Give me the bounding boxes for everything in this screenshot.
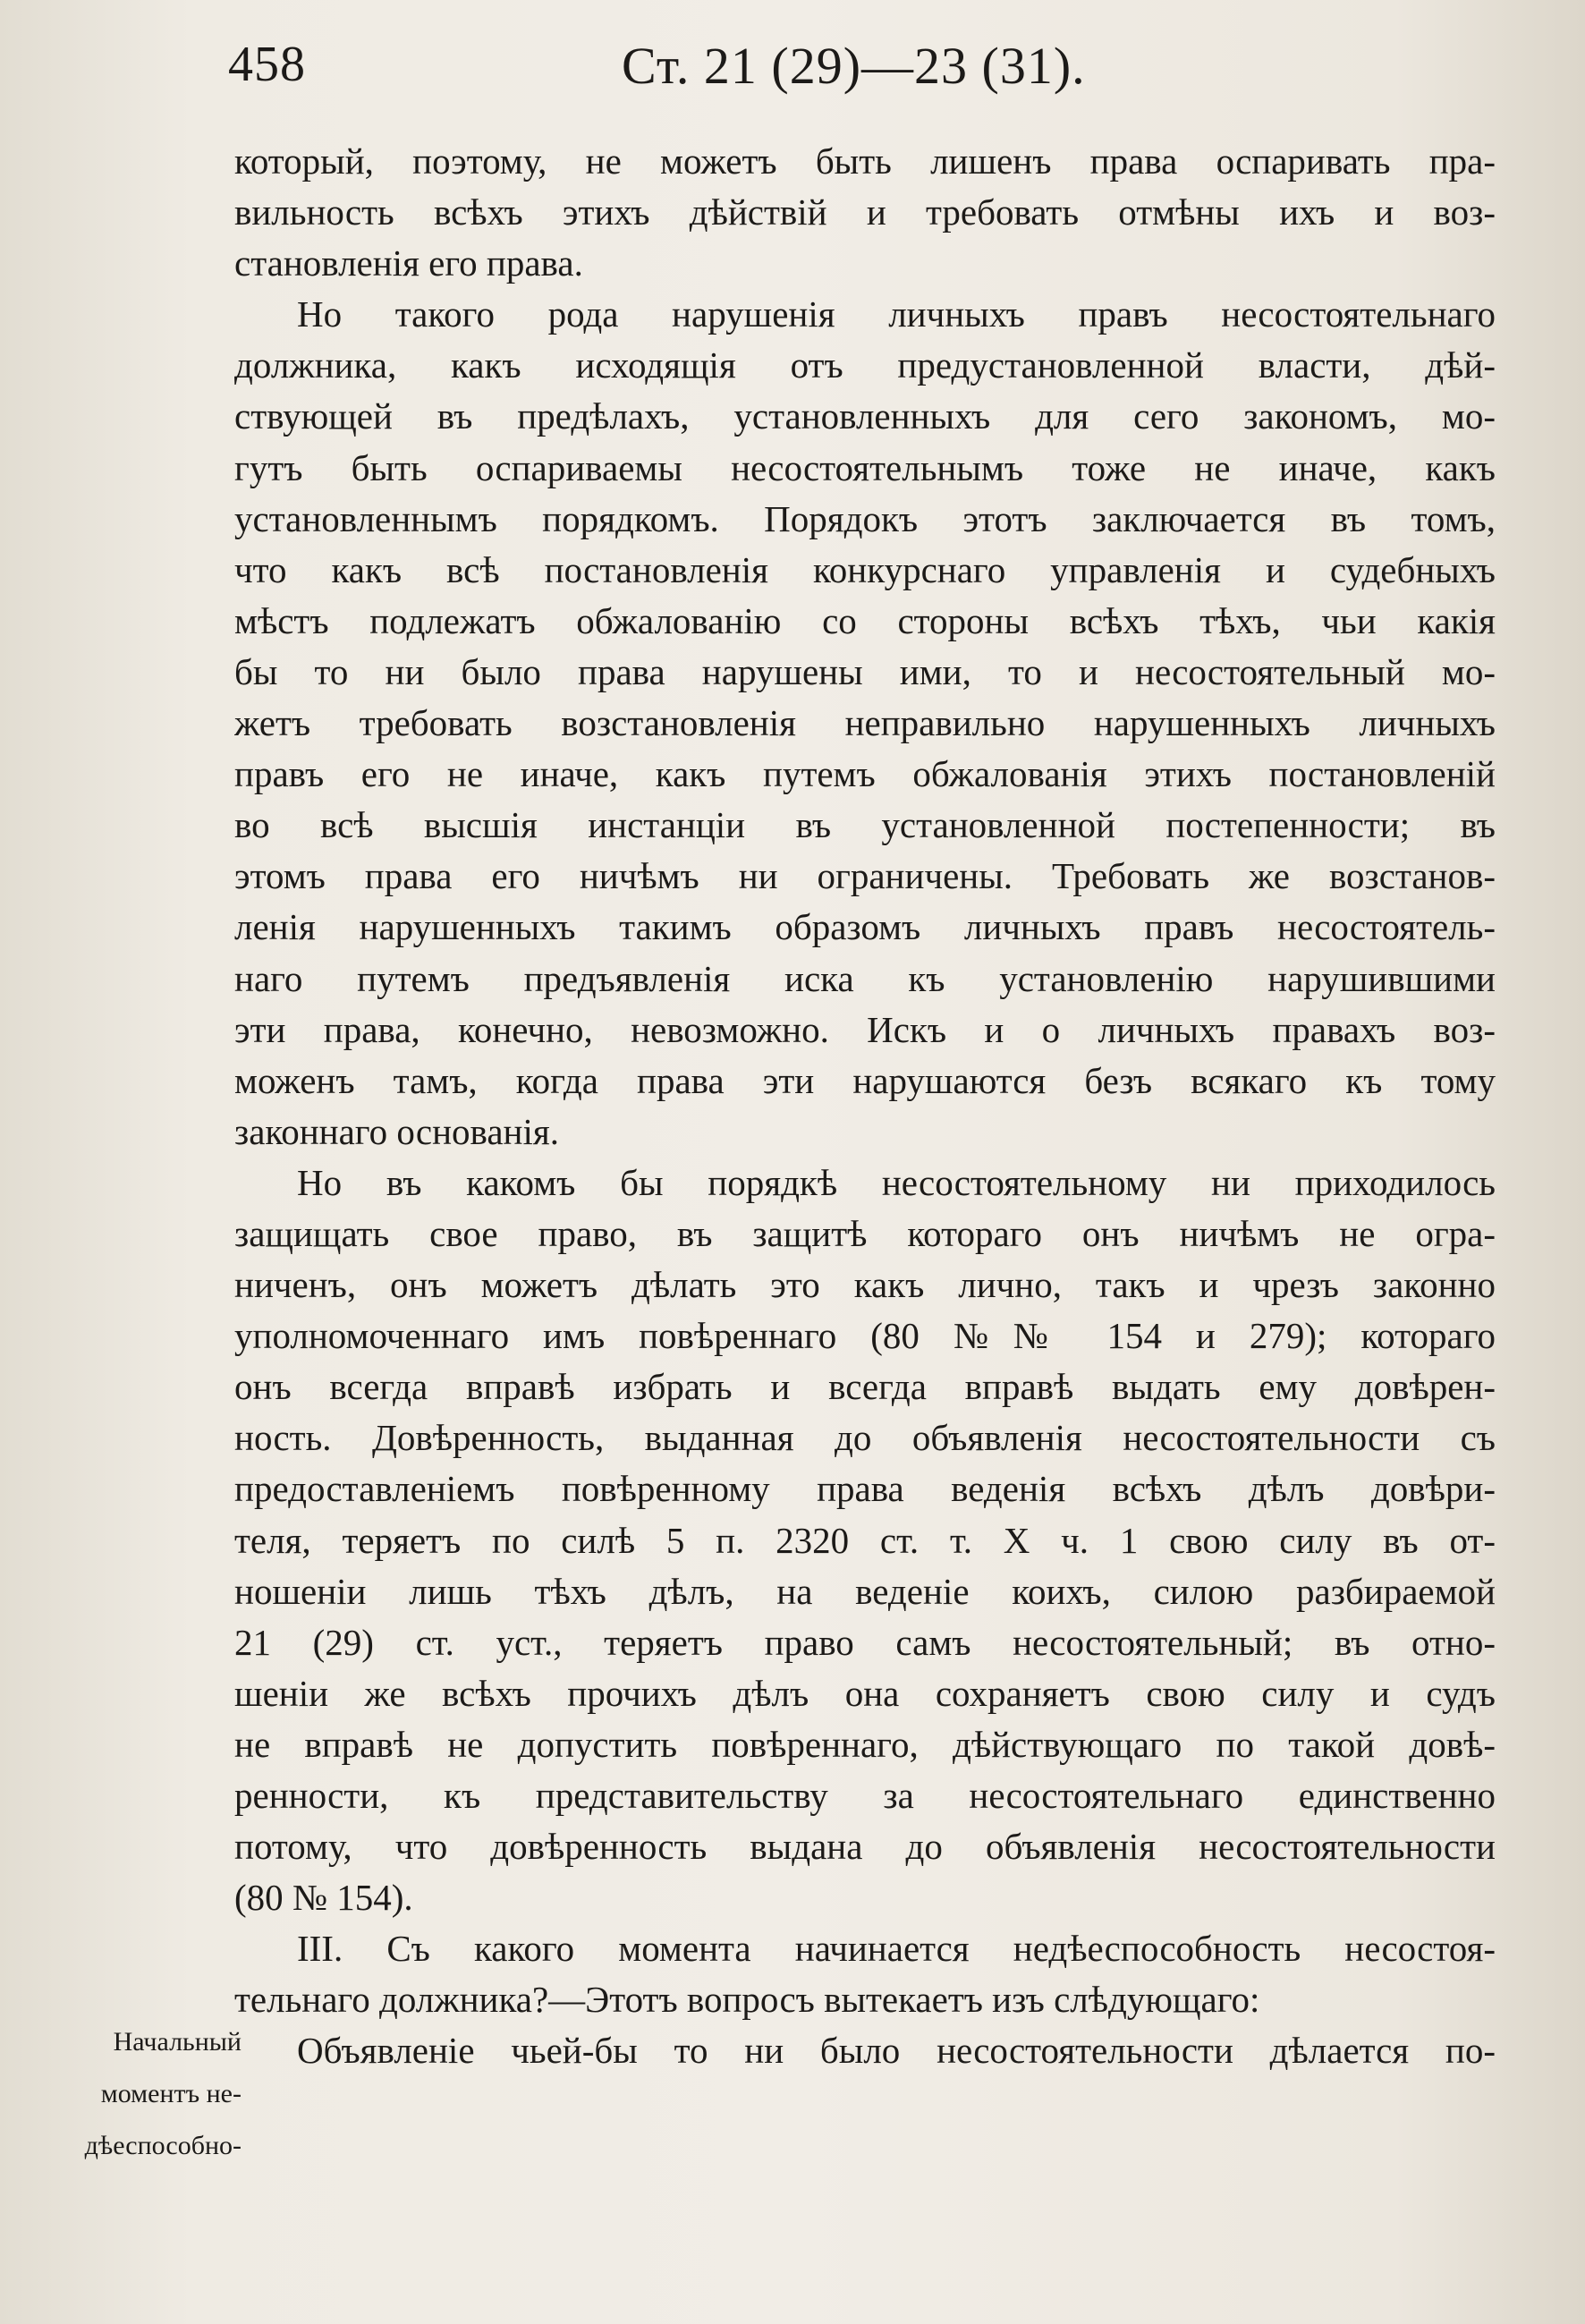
text-line: Объявленіе чьей-бы то ни было несостоятельности дѣлается по- — [297, 2030, 1496, 2072]
page-header — [228, 36, 1498, 107]
text-line: во всѣ высшія инстанціи въ установленной постепенности; въ — [234, 804, 1496, 846]
text-line: предоставленіемъ повѣренному права веденія всѣхъ дѣлъ довѣри- — [234, 1468, 1496, 1510]
text-line: не вправѣ не допустить повѣреннаго, дѣйствующаго по такой довѣ- — [234, 1723, 1496, 1765]
running-title: Ст. 21 (29)—23 (31). — [622, 37, 1086, 95]
text-line: онъ всегда вправѣ избрать и всегда вправѣ выдать ему довѣрен- — [234, 1366, 1496, 1408]
text-line: жетъ требовать возстановленія неправильно нарушенныхъ личныхъ — [234, 702, 1496, 744]
text-line: 21 (29) ст. уст., теряетъ право самъ несостоятельный; въ отно- — [234, 1621, 1496, 1663]
text-line: (80 № 154). — [234, 1877, 413, 1919]
text-line: ствующей въ предѣлахъ, установленныхъ для сего закономъ, мо- — [234, 395, 1496, 437]
page-number: 458 — [228, 37, 306, 92]
text-line: мѣстъ подлежатъ обжалованію со стороны всѣхъ тѣхъ, чьи какія — [234, 599, 1496, 641]
text-line: что какъ всѣ постановленія конкурснаго управленія и судебныхъ — [234, 548, 1496, 590]
text-line: установленнымъ порядкомъ. Порядокъ этотъ заключается въ томъ, — [234, 497, 1496, 539]
text-line: который, поэтому, не можетъ быть лишенъ права оспаривать пра- — [234, 140, 1496, 182]
text-line: ность. Довѣренность, выданная до объявленія несостоятельности съ — [234, 1417, 1496, 1459]
text-line: ниченъ, онъ можетъ дѣлать это какъ лично, такъ и чрезъ законно — [234, 1264, 1496, 1306]
text-line: ренности, къ представительству за несостоятельнаго единственно — [234, 1775, 1496, 1816]
text-line: наго путемъ предъявленія иска къ установленію нарушившими — [234, 957, 1496, 999]
text-line: потому, что довѣренность выдана до объявленія несостоятельности — [234, 1826, 1496, 1868]
text-line: защищать свое право, въ защитѣ котораго онъ ничѣмъ не огра- — [234, 1212, 1496, 1254]
text-line: становленія его права. — [234, 242, 583, 284]
text-line: законнаго основанія. — [234, 1110, 559, 1152]
text-line: Но такого рода нарушенія личныхъ правъ несостоятельнаго — [297, 293, 1496, 335]
text-line: ленія нарушенныхъ такимъ образомъ личныхъ правъ несостоятель- — [234, 906, 1496, 948]
margin-note-line: дѣеспособно- — [84, 2131, 242, 2160]
text-line: ношеніи лишь тѣхъ дѣлъ, на веденіе коихъ, силою разбираемой — [234, 1570, 1496, 1612]
margin-note-line: моментъ не- — [100, 2079, 242, 2108]
text-line: правъ его не иначе, какъ путемъ обжалованія этихъ постановленій — [234, 753, 1496, 795]
text-line: III. Съ какого момента начинается недѣеспособность несостоя- — [297, 1928, 1496, 1970]
text-line: Но въ какомъ бы порядкѣ несостоятельному ни приходилось — [297, 1161, 1496, 1203]
text-line: эти права, конечно, невозможно. Искъ и о личныхъ правахъ воз- — [234, 1008, 1496, 1050]
text-line: уполномоченнаго имъ повѣреннаго (80 №№ 154 и 279); котораго — [234, 1315, 1496, 1357]
text-line: бы то ни было права нарушены ими, то и несостоятельный мо- — [234, 650, 1496, 692]
text-line: шеніи же всѣхъ прочихъ дѣлъ она сохраняетъ свою силу и судъ — [234, 1672, 1496, 1714]
text-line: тельнаго должника?—Этотъ вопросъ вытекаетъ изъ слѣдующаго: — [234, 1979, 1260, 2021]
text-line: теля, теряетъ по силѣ 5 п. 2320 ст. т. X ч. 1 свою силу въ от- — [234, 1519, 1496, 1561]
text-line: вильность всѣхъ этихъ дѣйствій и требовать отмѣны ихъ и воз- — [234, 191, 1496, 233]
margin-note-line: Начальный — [113, 2027, 242, 2057]
text-line: гутъ быть оспариваемы несостоятельнымъ тоже не иначе, какъ — [234, 446, 1496, 488]
body-text — [234, 136, 1496, 2077]
text-line: этомъ права его ничѣмъ ни ограничены. Требовать же возстанов- — [234, 855, 1496, 897]
text-line: должника, какъ исходящія отъ предустановленной власти, дѣй- — [234, 344, 1496, 386]
text-line: моженъ тамъ, когда права эти нарушаются безъ всякаго къ тому — [234, 1059, 1496, 1101]
